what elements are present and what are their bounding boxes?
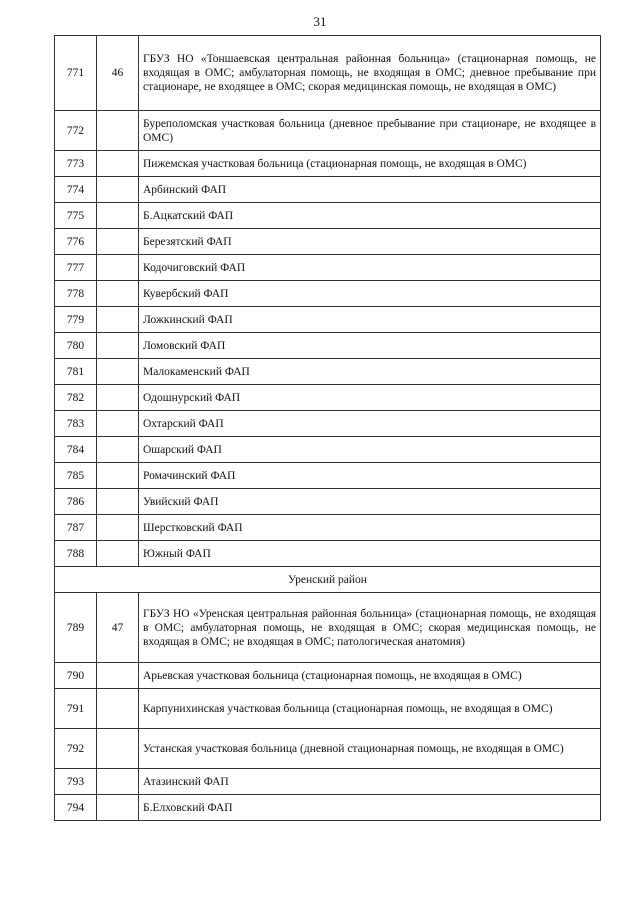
row-number: 788 (55, 541, 97, 567)
table-row (55, 729, 601, 769)
org-number (97, 769, 139, 795)
org-number (97, 281, 139, 307)
row-number: 789 (55, 593, 97, 663)
org-number (97, 111, 139, 151)
institution-name: Южный ФАП (139, 541, 601, 567)
row-number: 787 (55, 515, 97, 541)
row-number: 785 (55, 463, 97, 489)
page-number: 31 (313, 14, 327, 29)
institutions-table (54, 35, 601, 821)
table-row (55, 307, 601, 333)
row-number: 778 (55, 281, 97, 307)
institution-name: Ромачинский ФАП (139, 463, 601, 489)
table-row (55, 795, 601, 821)
institution-name: Ошарский ФАП (139, 437, 601, 463)
table-row (55, 515, 601, 541)
table-row (55, 255, 601, 281)
table-body (55, 36, 601, 821)
row-number: 771 (55, 36, 97, 111)
institution-name: Карпунихинская участковая больница (стационарная помощь, не входящая в ОМС) (139, 689, 601, 729)
table-row (55, 463, 601, 489)
institution-name: Б.Елховский ФАП (139, 795, 601, 821)
org-number (97, 489, 139, 515)
table-row (55, 281, 601, 307)
org-number: 46 (97, 36, 139, 111)
institution-name: Увийский ФАП (139, 489, 601, 515)
table-row (55, 111, 601, 151)
org-number (97, 437, 139, 463)
org-number (97, 515, 139, 541)
org-number (97, 177, 139, 203)
org-number (97, 541, 139, 567)
org-number (97, 359, 139, 385)
org-number (97, 411, 139, 437)
org-number (97, 463, 139, 489)
row-number: 773 (55, 151, 97, 177)
org-number (97, 385, 139, 411)
row-number: 779 (55, 307, 97, 333)
org-number (97, 307, 139, 333)
institution-name: Пижемская участковая больница (стационарная помощь, не входящая в ОМС) (139, 151, 601, 177)
row-number: 781 (55, 359, 97, 385)
row-number: 784 (55, 437, 97, 463)
institution-name: Атазинский ФАП (139, 769, 601, 795)
region-header-row (55, 567, 601, 593)
org-number (97, 689, 139, 729)
institution-name: Буреполомская участковая больница (дневное пребывание при стационаре, не входящее в ОМС) (139, 111, 601, 151)
row-number: 775 (55, 203, 97, 229)
org-number (97, 255, 139, 281)
row-number: 794 (55, 795, 97, 821)
table-row (55, 385, 601, 411)
org-number (97, 729, 139, 769)
institution-name: Шерстковский ФАП (139, 515, 601, 541)
org-number (97, 795, 139, 821)
table-row (55, 593, 601, 663)
institution-name: Малокаменский ФАП (139, 359, 601, 385)
table-row (55, 333, 601, 359)
institution-name: ГБУЗ НО «Уренская центральная районная больница» (стационарная помощь, не входящая в ОМС; амбулаторная помощь, не входящая в ОМС; скорая медицинская помощь, не входящая в ОМС; не входящая в ОМС; патологическая анатомия) (139, 593, 601, 663)
org-number (97, 151, 139, 177)
row-number: 793 (55, 769, 97, 795)
institution-name: Ломовский ФАП (139, 333, 601, 359)
org-number (97, 663, 139, 689)
table-row (55, 769, 601, 795)
table-row (55, 177, 601, 203)
table-row (55, 36, 601, 111)
table-row (55, 359, 601, 385)
org-number (97, 229, 139, 255)
row-number: 790 (55, 663, 97, 689)
org-number (97, 203, 139, 229)
institution-name: ГБУЗ НО «Тоншаевская центральная районная больница» (стационарная помощь, не входящая в ОМС; амбулаторная помощь, не входящая в ОМС; дневное пребывание при стационаре, не входящее в ОМС; скорая медицинская помощь, не входящая в ОМС) (139, 36, 601, 111)
table-row (55, 489, 601, 515)
table-row (55, 437, 601, 463)
table-row (55, 541, 601, 567)
org-number: 47 (97, 593, 139, 663)
row-number: 777 (55, 255, 97, 281)
org-number (97, 333, 139, 359)
institution-name: Устанская участковая больница (дневной стационарная помощь, не входящая в ОМС) (139, 729, 601, 769)
institution-name: Охтарский ФАП (139, 411, 601, 437)
institution-name: Березятский ФАП (139, 229, 601, 255)
row-number: 786 (55, 489, 97, 515)
row-number: 780 (55, 333, 97, 359)
institution-name: Б.Ацкатский ФАП (139, 203, 601, 229)
row-number: 791 (55, 689, 97, 729)
institution-name: Кодочиговский ФАП (139, 255, 601, 281)
region-name: Уренский район (55, 567, 601, 593)
table-row (55, 151, 601, 177)
row-number: 776 (55, 229, 97, 255)
institution-name: Арьевская участковая больница (стационарная помощь, не входящая в ОМС) (139, 663, 601, 689)
institution-name: Арбинский ФАП (139, 177, 601, 203)
row-number: 772 (55, 111, 97, 151)
table-row (55, 689, 601, 729)
row-number: 783 (55, 411, 97, 437)
row-number: 774 (55, 177, 97, 203)
table-row (55, 203, 601, 229)
table-row (55, 411, 601, 437)
institution-name: Кувербский ФАП (139, 281, 601, 307)
table-row (55, 229, 601, 255)
table-row (55, 663, 601, 689)
row-number: 792 (55, 729, 97, 769)
institution-name: Ложкинский ФАП (139, 307, 601, 333)
institution-name: Одошнурский ФАП (139, 385, 601, 411)
row-number: 782 (55, 385, 97, 411)
